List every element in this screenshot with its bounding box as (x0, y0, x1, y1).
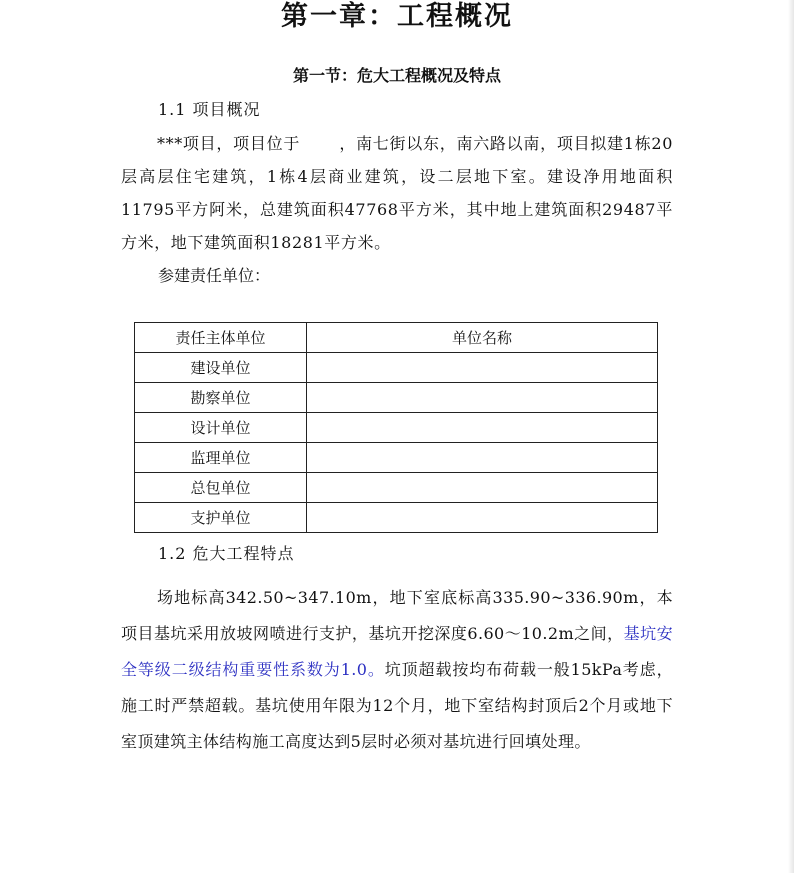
hazard-features-paragraph (121, 580, 673, 760)
paragraph-text: 坑顶超载按均布荷载一般15kPa考虑，施工时严禁超载。基坑使用年限为12个月，地下室结构封顶后2个月或地下室顶建筑主体结构施工高度达到5层时必须对基坑进行回填处理。 (121, 660, 673, 751)
section-title: 第一节：危大工程概况及特点 (292, 66, 501, 85)
cell-role: 监理单位 (135, 443, 307, 473)
table-row (135, 503, 658, 533)
paragraph-text: 场地标高342.50~347.10m，地下室底标高335.90~336.90m，本项目基坑采用放坡网喷进行支护，基坑开挖深度6.60～10.2m之间， (121, 588, 673, 643)
participating-units-table (134, 322, 658, 533)
chapter-title: 第一章：工程概况 (281, 1, 513, 32)
subsection-title-hazard-features: 1.2 危大工程特点 (158, 544, 295, 563)
cell-role: 建设单位 (135, 353, 307, 383)
cell-unit-name (307, 353, 658, 383)
cell-unit-name (307, 383, 658, 413)
cell-unit-name (307, 443, 658, 473)
table-header-row (135, 323, 658, 353)
cell-role: 支护单位 (135, 503, 307, 533)
table-row (135, 443, 658, 473)
column-header-role: 责任主体单位 (135, 323, 307, 353)
participating-units-label: 参建责任单位： (158, 266, 271, 285)
table-row (135, 353, 658, 383)
table-row (135, 383, 658, 413)
table-row (135, 473, 658, 503)
cell-unit-name (307, 473, 658, 503)
column-header-unit-name: 单位名称 (307, 323, 658, 353)
cell-role: 总包单位 (135, 473, 307, 503)
table-row (135, 413, 658, 443)
cell-unit-name (307, 503, 658, 533)
cell-role: 勘察单位 (135, 383, 307, 413)
project-overview-paragraph: ***项目，项目位于 ，南七街以东，南六路以南，项目拟建1栋20层高层住宅建筑，1栋4层商业建筑，设二层地下室。建设净用地面积11795平方阿米，总建筑面积47768平方米，其中地上建筑面积29487平方米，地下建筑面积18281平方米。 (121, 134, 673, 252)
highlighted-safety-level-text: 基坑安全等级二级结构重要性系数为1.0。 (121, 624, 674, 679)
subsection-title-project-overview: 1.1 项目概况 (158, 100, 261, 119)
cell-role: 设计单位 (135, 413, 307, 443)
cell-unit-name (307, 413, 658, 443)
